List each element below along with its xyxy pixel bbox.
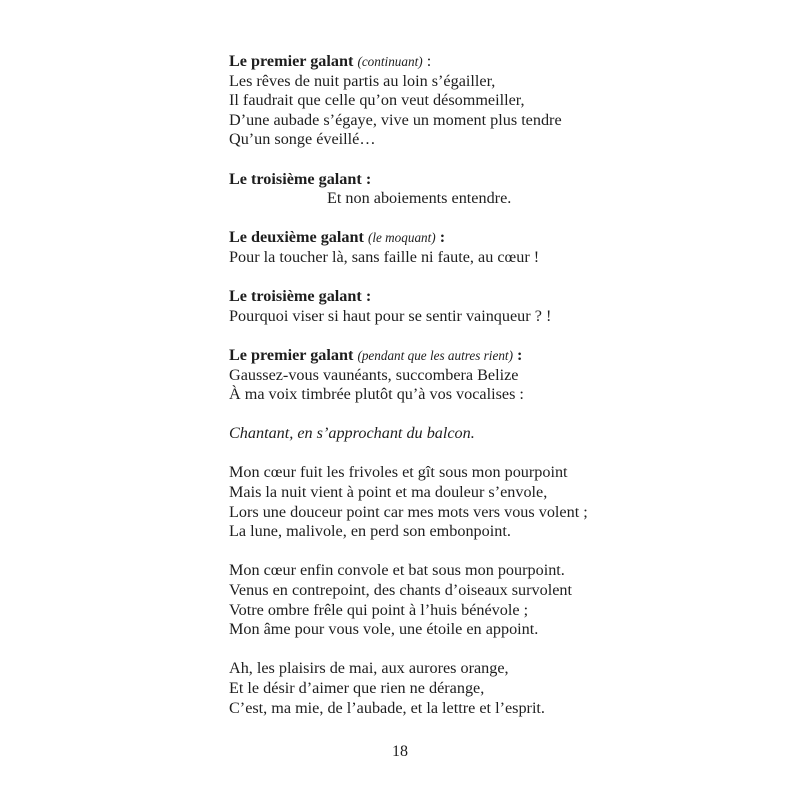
speaker-colon: : [435,228,446,247]
verse-line: Mais la nuit vient à point et ma douleur s’envole, [229,483,548,502]
speaker-name: Le deuxième galant [229,228,364,247]
verse-line: Pourquoi viser si haut pour se sentir vainqueur ? ! [229,306,552,325]
verse-line: Et non aboiements entendre. [327,189,512,208]
verse-line: Gaussez-vous vaunéants, succombera Belize [229,365,519,384]
verse-line: D’une aubade s’égaye, vive un moment plus tendre [229,110,562,129]
verse-line: Qu’un songe éveillé… [229,130,376,149]
stage-direction: (continuant) [357,54,423,69]
dialogue-block [229,170,749,209]
verse-line: Et le désir d’aimer que rien ne dérange, [229,679,485,697]
verse-line: Pour la toucher là, sans faille ni faute, au cœur ! [229,247,540,266]
speaker-line [229,228,749,248]
verse-line: Votre ombre frêle qui point à l’huis bénévole ; [229,600,529,619]
verse-line: La lune, malivole, en perd son embonpoint. [229,522,511,541]
speaker-name: Le troisième galant : [229,287,372,306]
verse-line: Lors une douceur point car mes mots vers vous volent ; [229,502,588,521]
speaker-name: Le premier galant [229,52,354,70]
stanza [229,463,749,541]
dialogue-block [229,52,749,150]
page-number: 18 [392,743,408,760]
stage-direction: (le moquant) [367,230,436,246]
speaker-line [229,346,749,366]
verse-line: Les rêves de nuit partis au loin s’égailler, [229,71,496,90]
verse-line: C’est, ma mie, de l’aubade, et la lettre et l’esprit. [229,698,545,717]
dialogue-block [229,228,749,267]
verse-line: Il faudrait que celle qu’on veut désommeiller, [229,91,525,110]
speaker-name: Le premier galant [229,345,354,364]
stage-direction: (pendant que les autres rient) [357,347,513,363]
verse-line: Mon âme pour vous vole, une étoile en appoint. [229,620,539,639]
verse-line: Mon cœur fuit les frivoles et gît sous mon pourpoint [229,463,568,482]
verse-line: Mon cœur enfin convole et bat sous mon pourpoint. [229,561,565,580]
verse-line: À ma voix timbrée plutôt qu’à vos vocalises : [229,385,524,404]
speaker-name: Le troisième galant : [229,169,372,188]
speaker-colon: : [512,345,523,364]
page-text [229,52,749,718]
dialogue-block [229,287,749,326]
stanza [229,561,749,639]
speaker-colon: : [422,52,432,70]
verse-line: Ah, les plaisirs de mai, aux aurores orange, [229,659,509,678]
stage-direction-line: Chantant, en s’approchant du balcon. [229,424,475,443]
verse-line: Venus en contrepoint, des chants d’oiseaux survolent [229,581,573,600]
speaker-line [229,52,749,72]
dialogue-block [229,346,749,405]
stanza [229,659,749,718]
